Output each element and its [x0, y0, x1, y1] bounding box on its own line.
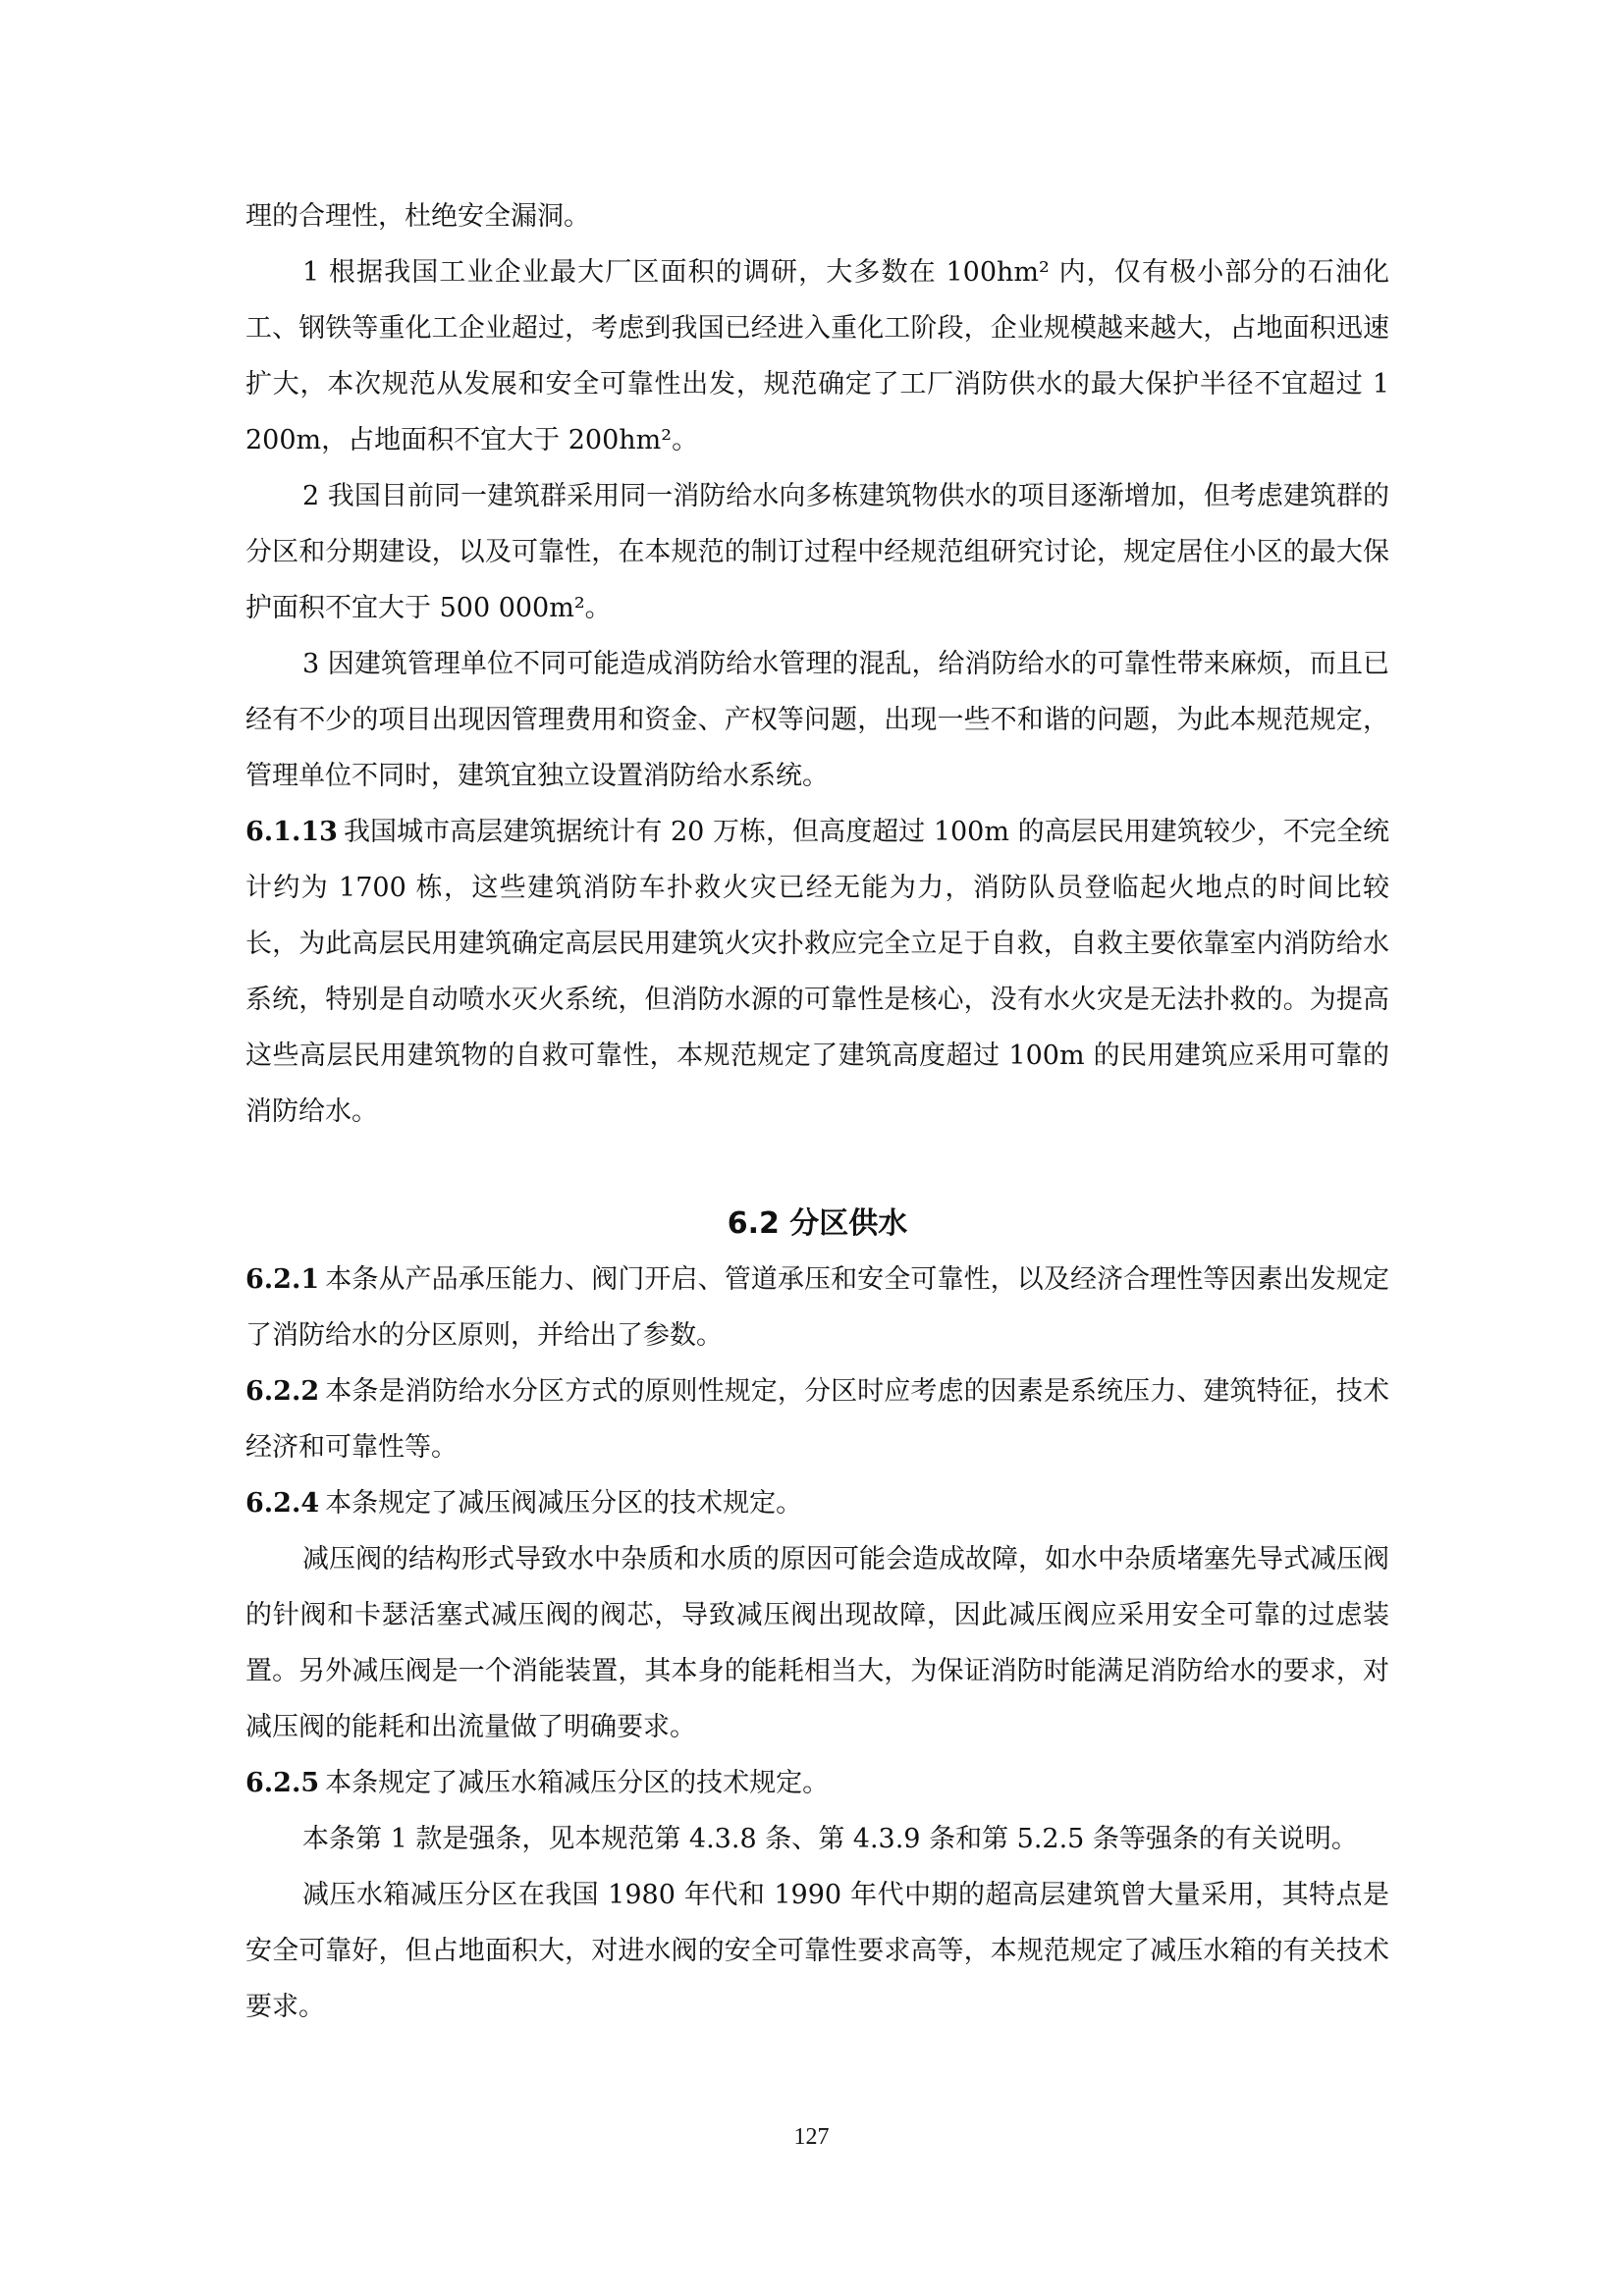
clause-paragraph	[245, 1252, 1389, 1363]
clause-paragraph	[245, 1475, 1389, 1531]
clause-number: 6.2.2	[245, 1376, 320, 1407]
paragraph: 减压阀的结构形式导致水中杂质和水质的原因可能会造成故障，如水中杂质堵塞先导式减压阀的针阀和卡瑟活塞式减压阀的阀芯，导致减压阀出现故障，因此减压阀应采用安全可靠的过虑装置。另外减压阀是一个消能装置，其本身的能耗相当大，为保证消防时能满足消防给水的要求，对减压阀的能耗和出流量做了明确要求。	[245, 1544, 1389, 1742]
clause-paragraph	[245, 1755, 1389, 1811]
section-heading: 6.2 分区供水	[727, 1206, 908, 1241]
clause-text: 本条是消防给水分区方式的原则性规定，分区时应考虑的因素是系统压力、建筑特征，技术经济和可靠性等。	[245, 1376, 1389, 1463]
clause-text: 我国城市高层建筑据统计有 20 万栋，但高度超过 100m 的高层民用建筑较少，不完全统计约为 1700 栋，这些建筑消防车扑救火灾已经无能为力，消防队员登临起火地点的时间比较长，为此高层民用建筑确定高层民用建筑火灾扑救应完全立足于自救，自救主要依靠室内消防给水系统，特别是自动喷水灭火系统，但消防水源的可靠性是核心，没有水火灾是无法扑救的。为提高这些高层民用建筑物的自救可靠性，本规范规定了建筑高度超过 100m 的民用建筑应采用可靠的消防给水。	[245, 817, 1389, 1127]
clause-paragraph	[245, 804, 1389, 1140]
clause-number: 6.2.1	[245, 1264, 320, 1295]
paragraph: 1 根据我国工业企业最大厂区面积的调研，大多数在 100hm² 内，仅有极小部分的石油化工、钢铁等重化工企业超过，考虑到我国已经进入重化工阶段，企业规模越来越大，占地面积迅速扩大，本次规范从发展和安全可靠性出发，规范确定了工厂消防供水的最大保护半径不宜超过 1 200m，占地面积不宜大于 200hm²。	[245, 257, 1389, 455]
clause-number: 6.1.13	[245, 817, 338, 847]
paragraph: 减压水箱减压分区在我国 1980 年代和 1990 年代中期的超高层建筑曾大量采用，其特点是安全可靠好，但占地面积大，对进水阀的安全可靠性要求高等，本规范规定了减压水箱的有关技术要求。	[245, 1880, 1389, 2022]
page-number: 127	[793, 2124, 830, 2150]
paragraph: 3 因建筑管理单位不同可能造成消防给水管理的混乱，给消防给水的可靠性带来麻烦，而且已经有不少的项目出现因管理费用和资金、产权等问题，出现一些不和谐的问题，为此本规范规定，管理单位不同时，建筑宜独立设置消防给水系统。	[245, 649, 1389, 791]
paragraph: 本条第 1 款是强条，见本规范第 4.3.8 条、第 4.3.9 条和第 5.2.5 条等强条的有关说明。	[302, 1824, 1358, 1854]
paragraph: 理的合理性，杜绝安全漏洞。	[245, 201, 590, 232]
clause-text: 本条从产品承压能力、阀门开启、管道承压和安全可靠性，以及经济合理性等因素出发规定了消防给水的分区原则，并给出了参数。	[245, 1264, 1389, 1351]
body-text	[245, 188, 1389, 2035]
paragraph: 2 我国目前同一建筑群采用同一消防给水向多栋建筑物供水的项目逐渐增加，但考虑建筑群的分区和分期建设，以及可靠性，在本规范的制订过程中经规范组研究讨论，规定居住小区的最大保护面积不宜大于 500 000m²。	[245, 481, 1389, 623]
clause-text: 本条规定了减压水箱减压分区的技术规定。	[325, 1768, 830, 1798]
clause-number: 6.2.5	[245, 1768, 320, 1798]
clause-paragraph	[245, 1363, 1389, 1475]
clause-text: 本条规定了减压阀减压分区的技术规定。	[325, 1488, 803, 1519]
clause-number: 6.2.4	[245, 1488, 320, 1519]
